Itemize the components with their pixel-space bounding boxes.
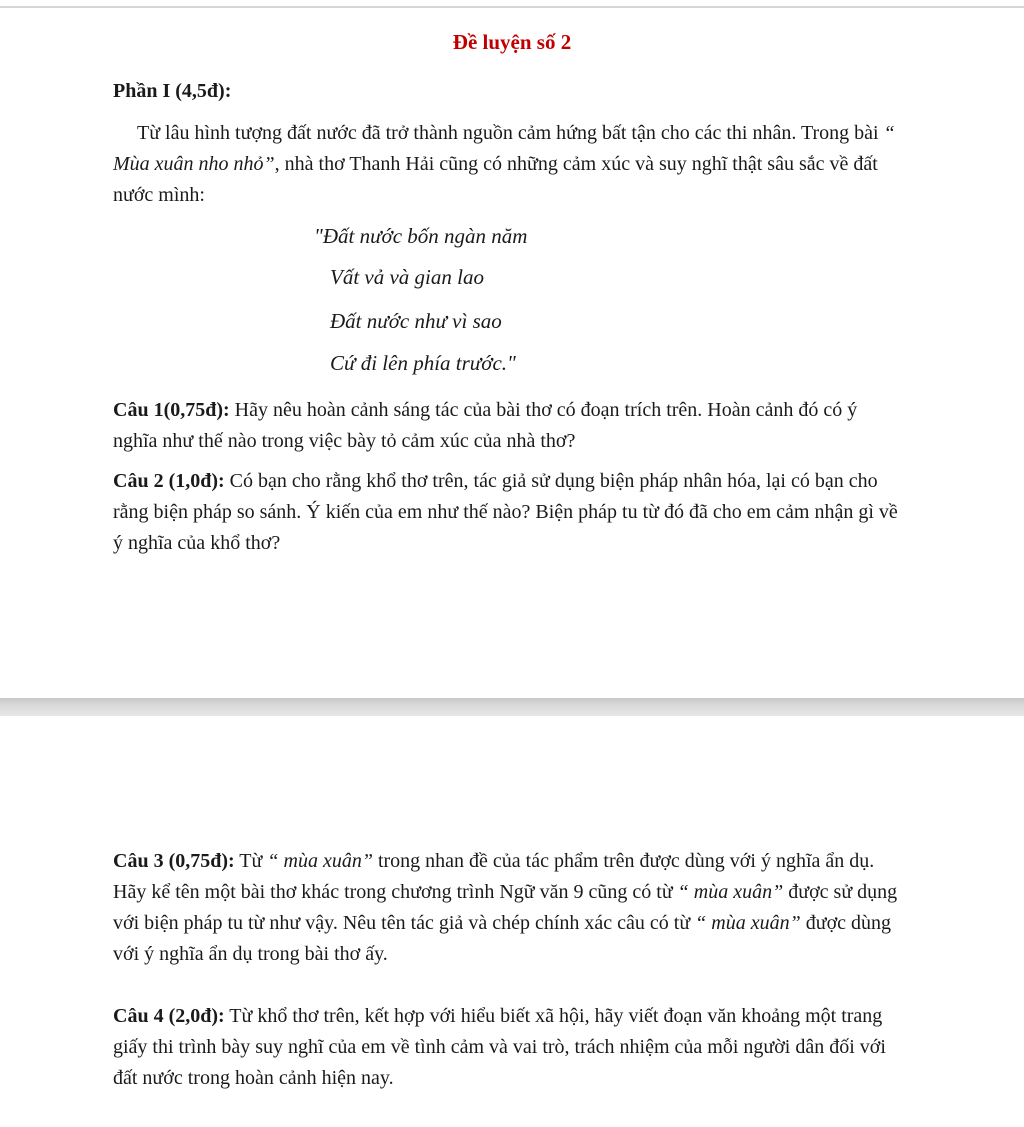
question-1-label: Câu 1(0,75đ): (113, 399, 230, 421)
question-3-term: “ mùa xuân” (695, 912, 801, 934)
question-4-text: Từ khổ thơ trên, kết hợp với hiểu biết xã hội, hãy viết đoạn văn khoảng một trang giấy thi trình bày suy nghĩ của em về tình cảm và vai trò, trách nhiệm của mỗi người dân đối với đất nước trong hoàn cảnh hiện nay. (113, 1005, 886, 1089)
question-3-text-1: Từ (234, 850, 268, 872)
question-3-text-4: được dùng với ý nghĩa ẩn dụ trong bài thơ ấy. (113, 912, 892, 965)
question-2-label: Câu 2 (1,0đ): (113, 470, 225, 492)
question-2 (113, 466, 903, 559)
question-2-text: Có bạn cho rằng khổ thơ trên, tác giả sử dụng biện pháp nhân hóa, lại có bạn cho rằng biện pháp so sánh. Ý kiến của em như thế nào? Biện pháp tu từ đó đã cho em cảm nhận gì về ý nghĩa của khổ thơ? (113, 470, 898, 554)
question-3-text-2: trong nhan đề của tác phẩm trên được dùng với ý nghĩa ẩn dụ. Hãy kể tên một bài thơ khác trong chương trình Ngữ văn 9 cũng có từ (113, 850, 875, 903)
question-1-text: Hãy nêu hoàn cảnh sáng tác của bài thơ có đoạn trích trên. Hoàn cảnh đó có ý nghĩa như thế nào trong việc bày tỏ cảm xúc của nhà thơ? (113, 399, 858, 452)
question-4-label: Câu 4 (2,0đ): (113, 1005, 225, 1027)
poem-line: Cứ đi lên phía trước." (330, 351, 516, 375)
poem-line: Vất vả và gian lao (330, 265, 484, 289)
page-separator (0, 698, 1024, 716)
intro-text-2: , nhà thơ Thanh Hải cũng có những cảm xúc và suy nghĩ thật sâu sắc về đất nước mình: (113, 153, 878, 206)
question-3-text-3: được sử dụng với biện pháp tu từ như vậy. Nêu tên tác giả và chép chính xác câu có từ (113, 881, 898, 934)
poem-line: "Đất nước bốn ngàn năm (314, 224, 528, 248)
section-heading: Phần I (4,5đ): (113, 80, 232, 102)
intro-text-1: Từ lâu hình tượng đất nước đã trở thành nguồn cảm hứng bất tận cho các thi nhân. Trong bài (137, 122, 884, 144)
page-2-content (0, 716, 1024, 1127)
poem-line: Đất nước như vì sao (330, 309, 502, 333)
question-3-term: “ mùa xuân” (677, 881, 784, 903)
question-1 (113, 395, 903, 457)
question-3 (113, 846, 903, 970)
question-4 (113, 1001, 903, 1094)
document-title: Đề luyện số 2 (452, 30, 572, 54)
question-3-label: Câu 3 (0,75đ): (113, 850, 235, 872)
question-3-term: “ mùa xuân” (267, 850, 373, 872)
poem-title: “ Mùa xuân nho nhỏ” (113, 122, 895, 175)
intro-paragraph (113, 118, 903, 211)
